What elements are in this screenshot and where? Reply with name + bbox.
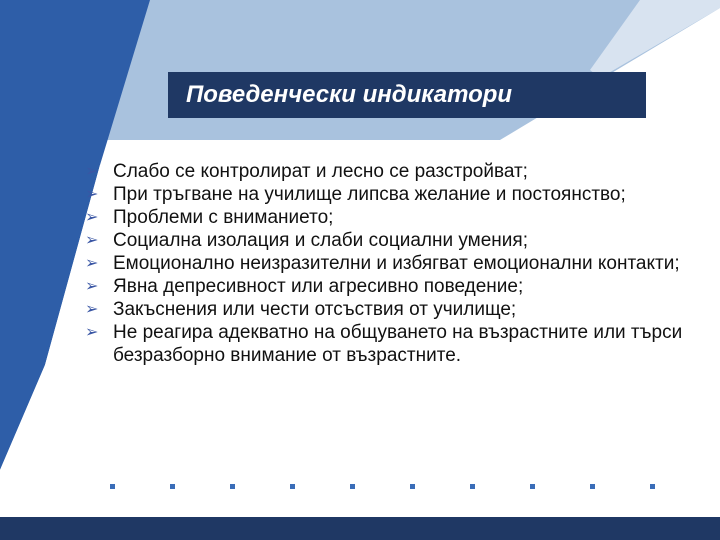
decor-dot xyxy=(290,484,295,489)
decor-dot xyxy=(590,484,595,489)
arrowhead-icon: ➢ xyxy=(85,278,99,295)
indicator-list xyxy=(85,160,697,367)
list-item: ➢ Слабо се контролират и лесно се разстройват; xyxy=(85,161,528,182)
list-item: ➢ При тръгване на училище липсва желание и постоянство; xyxy=(85,184,626,205)
arrowhead-icon: ➢ xyxy=(85,301,99,318)
arrowhead-icon: ➢ xyxy=(85,186,99,203)
list-item: ➢ Не реагира адекватно на общуването на възрастните или търси безразборно внимание от възрастните. xyxy=(85,322,683,366)
decor-dot xyxy=(110,484,115,489)
decor-dot xyxy=(470,484,475,489)
arrowhead-icon: ➢ xyxy=(85,255,99,272)
arrowhead-icon: ➢ xyxy=(85,163,99,180)
decor-dot xyxy=(230,484,235,489)
decor-dot xyxy=(350,484,355,489)
list-item: ➢ Емоционално неизразителни и избягват емоционални контакти; xyxy=(85,253,680,274)
decor-dot xyxy=(170,484,175,489)
arrowhead-icon: ➢ xyxy=(85,324,99,341)
decor-dot xyxy=(650,484,655,489)
list-item: ➢ Проблеми с вниманието; xyxy=(85,207,334,228)
footer-bar xyxy=(0,517,720,540)
decor-dot xyxy=(530,484,535,489)
dot-row xyxy=(110,484,670,492)
slide-title: Поведенчески индикатори xyxy=(168,72,646,118)
list-item: ➢ Социална изолация и слаби социални умения; xyxy=(85,230,528,251)
list-item: ➢ Закъснения или чести отсъствия от училище; xyxy=(85,299,517,320)
decor-dot xyxy=(410,484,415,489)
arrowhead-icon: ➢ xyxy=(85,232,99,249)
list-item: ➢ Явна депресивност или агресивно поведение; xyxy=(85,276,524,297)
arrowhead-icon: ➢ xyxy=(85,209,99,226)
